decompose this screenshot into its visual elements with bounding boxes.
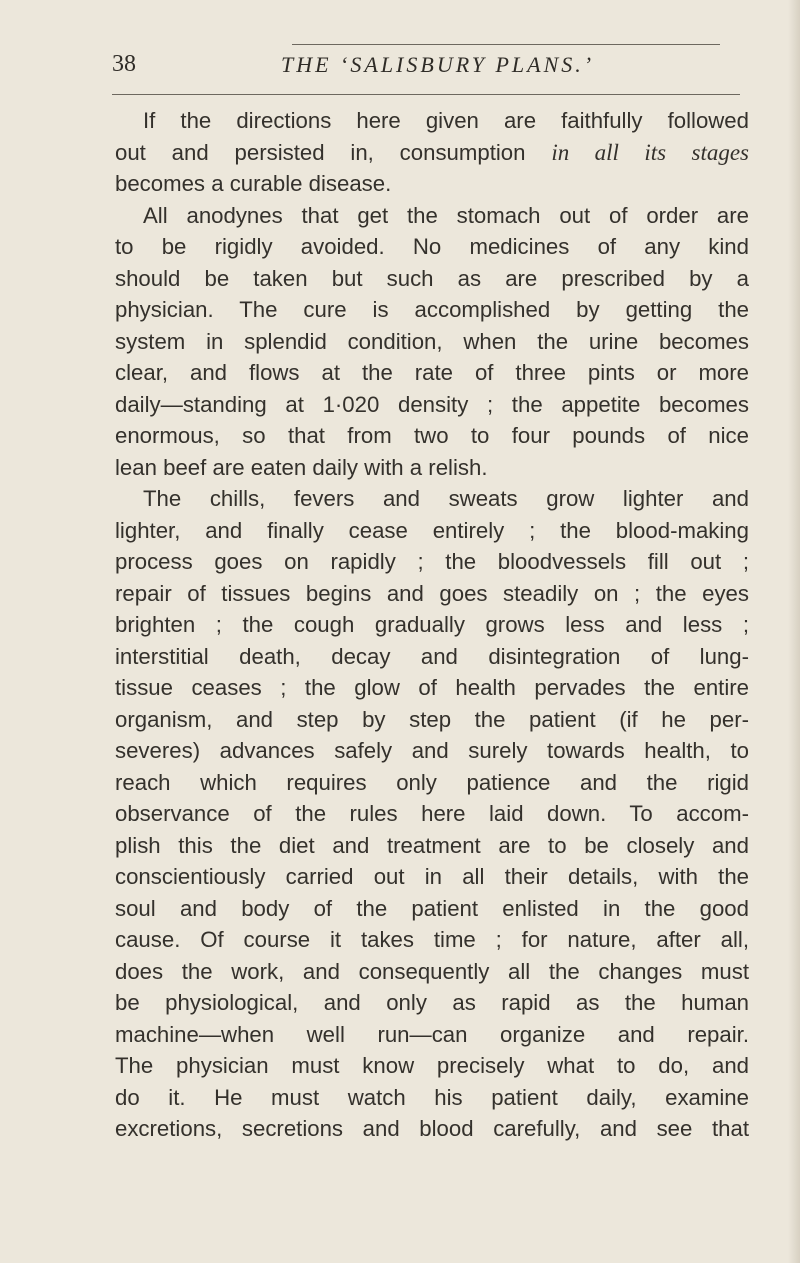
- paragraph-line: machine—when well run—can organize and repair.: [115, 1021, 749, 1047]
- paragraph-line: lighter, and finally cease entirely ; the blood-making: [115, 517, 749, 543]
- header-bottom-rule: [112, 94, 740, 95]
- paragraph-line: process goes on rapidly ; the bloodvessels fill out ;: [115, 549, 749, 574]
- paragraph-line: plish this the diet and treatment are to be closely and: [115, 832, 749, 858]
- paragraph-line: enormous, so that from two to four pounds of nice: [115, 423, 749, 448]
- page-number: 38: [112, 51, 136, 77]
- paragraph-line: repair of tissues begins and goes steadily on ; the eyes: [115, 580, 749, 606]
- paragraph-line: [115, 137, 749, 169]
- paragraph-line: interstitial death, decay and disintegration of lung-: [115, 643, 749, 669]
- paragraph-line: The physician must know precisely what to do, and: [115, 1053, 749, 1078]
- paragraph-line: system in splendid condition, when the urine becomes: [115, 328, 749, 354]
- header-top-rule: [292, 44, 720, 45]
- running-head: THE ‘SALISBURY PLANS.’: [281, 52, 595, 77]
- paragraph-line: excretions, secretions and blood carefully, and see that: [115, 1116, 749, 1141]
- paragraph-line: becomes a curable disease.: [115, 171, 392, 196]
- paragraph-line: physician. The cure is accomplished by getting the: [115, 297, 749, 322]
- paragraph-line: do it. He must watch his patient daily, examine: [115, 1084, 749, 1110]
- paragraph-line: to be rigidly avoided. No medicines of any kind: [115, 234, 749, 259]
- paragraph-line: observance of the rules here laid down. To accom-: [115, 801, 749, 826]
- paragraph-line: be physiological, and only as rapid as the human: [115, 990, 749, 1015]
- paragraph-line: The chills, fevers and sweats grow lighter and: [143, 486, 749, 511]
- paragraph-line: does the work, and consequently all the changes must: [115, 958, 749, 984]
- paragraph-line: should be taken but such as are prescribed by a: [115, 265, 749, 291]
- paragraph-line: conscientiously carried out in all their details, with the: [115, 864, 749, 889]
- paragraph-line: All anodynes that get the stomach out of order are: [143, 202, 749, 228]
- paragraph-line: lean beef are eaten daily with a relish.: [115, 454, 488, 480]
- paragraph-line: cause. Of course it takes time ; for nature, after all,: [115, 927, 749, 952]
- paragraph-line: tissue ceases ; the glow of health pervades the entire: [115, 675, 749, 700]
- paragraph-line: clear, and flows at the rate of three pints or more: [115, 360, 749, 385]
- body-text: [115, 105, 749, 1145]
- paragraph-line: brighten ; the cough gradually grows less and less ;: [115, 612, 749, 637]
- paragraph-line: severes) advances safely and surely towards health, to: [115, 738, 749, 763]
- paragraph-line: reach which requires only patience and the rigid: [115, 769, 749, 795]
- paragraph-line: daily—standing at 1·020 density ; the appetite becomes: [115, 391, 749, 417]
- page-edge-shadow: [788, 0, 800, 1263]
- italic-phrase: in all its stages: [551, 139, 749, 165]
- line-text: out and persisted in, consumption: [115, 139, 552, 165]
- paragraph-line: If the directions here given are faithfully followed: [143, 108, 749, 133]
- paragraph-line: organism, and step by step the patient (if he per-: [115, 706, 749, 732]
- paragraph-line: soul and body of the patient enlisted in the good: [115, 895, 749, 921]
